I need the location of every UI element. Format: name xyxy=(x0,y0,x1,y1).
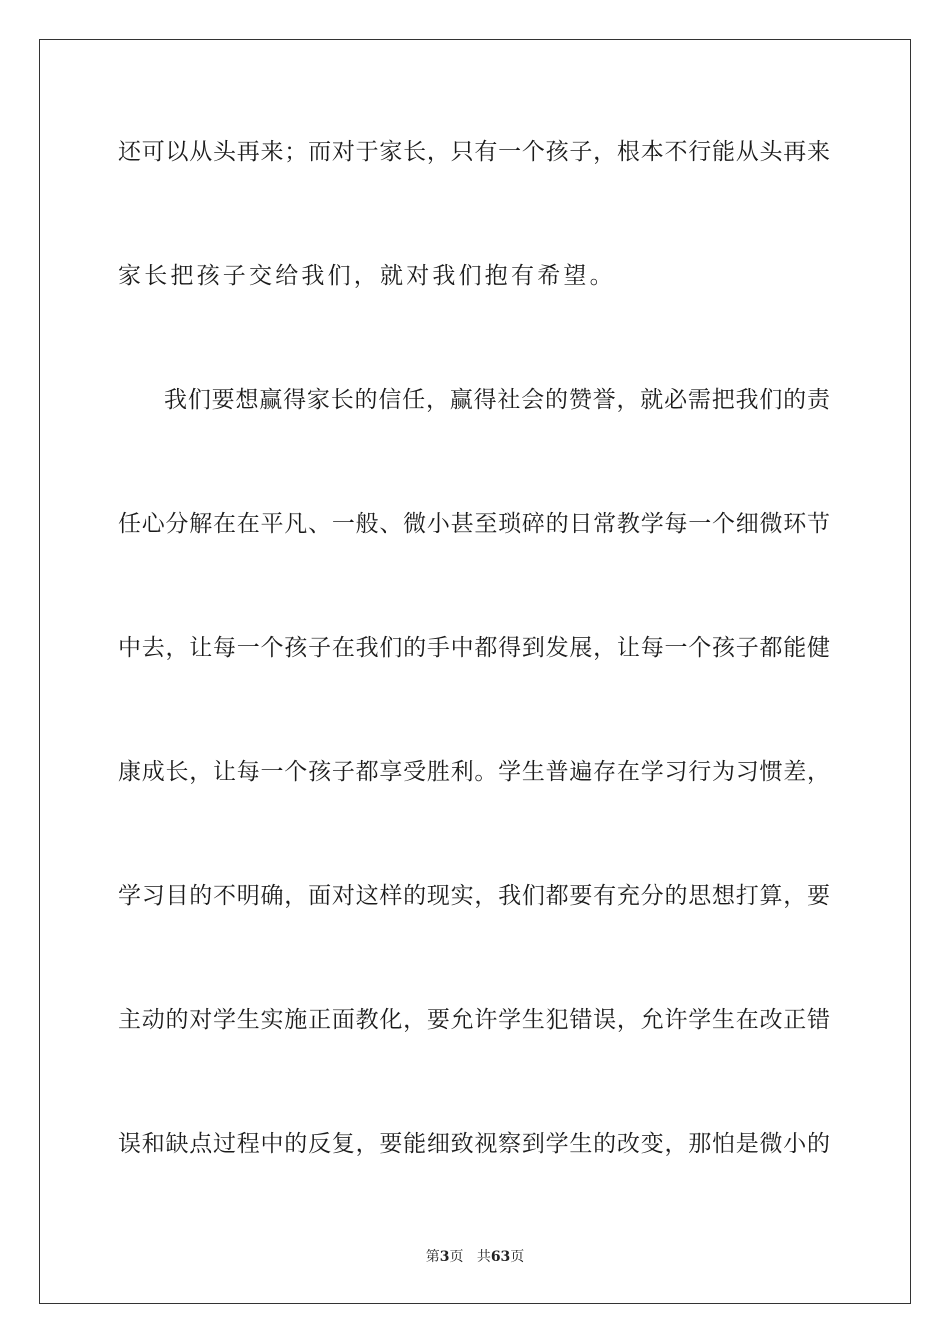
text-line-7: 学习目的不明确，面对这样的现实，我们都要有充分的思想打算，要 xyxy=(118,883,830,909)
text-line-6: 康成长，让每一个孩子都享受胜利。学生普遍存在学习行为习惯差， xyxy=(118,759,830,785)
page-border xyxy=(39,39,911,1304)
total-prefix: 共 xyxy=(476,1249,491,1265)
page-number: 3 xyxy=(439,1249,450,1265)
page-suffix: 页 xyxy=(449,1249,464,1265)
total-suffix: 页 xyxy=(510,1249,525,1265)
text-line-2: 家长把孩子交给我们，就对我们抱有希望。 xyxy=(118,263,616,289)
text-line-3: 我们要想赢得家长的信任，赢得社会的赞誉，就必需把我们的责 xyxy=(164,387,830,413)
page-prefix: 第 xyxy=(425,1249,440,1265)
text-line-8: 主动的对学生实施正面教化，要允许学生犯错误，允许学生在改正错 xyxy=(118,1007,830,1033)
text-line-9: 误和缺点过程中的反复，要能细致视察到学生的改变，那怕是微小的 xyxy=(118,1131,830,1157)
text-line-5: 中去，让每一个孩子在我们的手中都得到发展，让每一个孩子都能健 xyxy=(118,635,830,661)
total-pages: 63 xyxy=(490,1249,511,1265)
text-line-1: 还可以从头再来；而对于家长，只有一个孩子，根本不行能从头再来 xyxy=(118,139,830,165)
page-footer xyxy=(0,1248,950,1266)
text-line-4: 任心分解在在平凡、一般、微小甚至琐碎的日常教学每一个细微环节 xyxy=(118,511,830,537)
